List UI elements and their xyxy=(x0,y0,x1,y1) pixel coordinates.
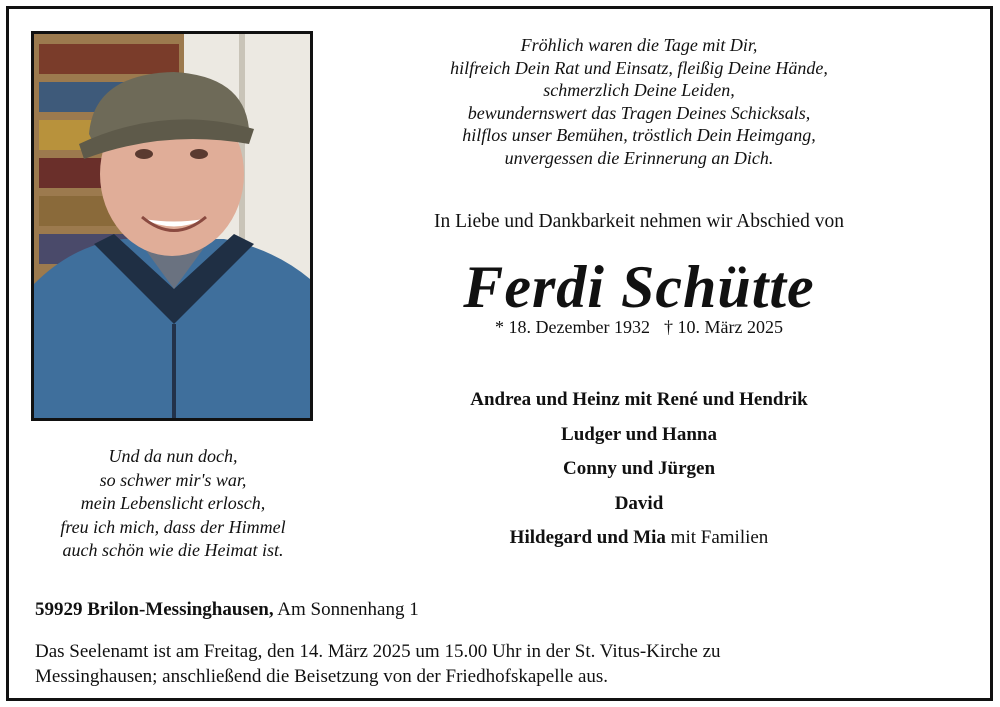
poem-left-line: auch schön wie die Heimat ist. xyxy=(62,540,284,560)
mourner-names: Conny und Jürgen xyxy=(562,458,716,479)
mourner-line xyxy=(349,418,929,453)
address xyxy=(35,599,935,621)
service-info xyxy=(35,639,935,689)
mourner-names: Ludger und Hanna xyxy=(561,423,717,445)
poem-top-line: hilfreich Dein Rat und Einsatz, fleißig Deine Hände, xyxy=(450,57,828,78)
mourner-names: Hildegard und Mia xyxy=(509,527,666,548)
poem-left-line: mein Lebenslicht erlosch, xyxy=(80,493,266,513)
poem-top-line: bewundernswert das Tragen Deines Schicksals, xyxy=(467,102,811,123)
mourner-line xyxy=(349,521,929,556)
mourner-suffix: mit Familien xyxy=(665,527,769,548)
service-line: Messinghausen; anschließend die Beisetzung von der Friedhofskapelle aus. xyxy=(35,666,609,687)
poem-left-line: Und da nun doch, xyxy=(108,446,238,466)
address-place: 59929 Brilon-Messinghausen, xyxy=(35,599,274,620)
mourner-line xyxy=(349,487,929,522)
poem-left-line: so schwer mir's war, xyxy=(99,469,247,490)
mourner-names: Andrea und Heinz mit René und Hendrik xyxy=(470,389,808,410)
poem-left-line: freu ich mich, dass der Himmel xyxy=(60,516,286,537)
address-street: Am Sonnenhang 1 xyxy=(273,599,419,620)
poem-top-line: hilflos unser Bemühen, tröstlich Dein Heimgang, xyxy=(462,125,816,145)
poem-top-line: unvergessen die Erinnerung an Dich. xyxy=(504,147,774,168)
mourner-line xyxy=(349,452,929,487)
mourner-names: David xyxy=(614,492,664,514)
birth-date: * 18. Dezember 1932 xyxy=(495,317,650,337)
life-dates xyxy=(349,317,929,338)
farewell-text: In Liebe und Dankbarkeit nehmen wir Abschied von xyxy=(434,211,844,232)
poem-top xyxy=(379,34,899,169)
poem-top-line: Fröhlich waren die Tage mit Dir, xyxy=(520,35,758,55)
poem-left xyxy=(29,445,317,563)
mourners-list xyxy=(349,383,929,556)
service-line: Das Seelenamt ist am Freitag, den 14. März 2025 um 15.00 Uhr in der St. Vitus-Kirche zu xyxy=(35,641,721,662)
poem-top-line: schmerzlich Deine Leiden, xyxy=(543,80,735,100)
portrait-photo xyxy=(31,31,313,421)
portrait-illustration xyxy=(34,34,310,418)
death-date: † 10. März 2025 xyxy=(663,317,783,337)
deceased-name: Ferdi Schütte xyxy=(463,254,815,320)
mourner-line xyxy=(349,383,929,418)
obituary-card xyxy=(6,6,993,701)
